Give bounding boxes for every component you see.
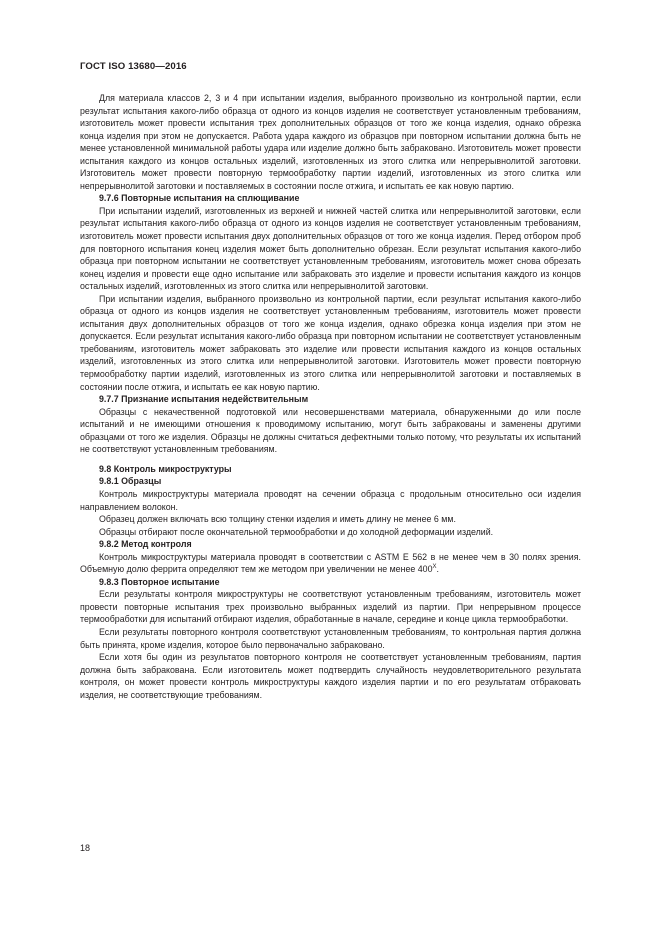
paragraph-text: Если результаты контроля микроструктуры не соответствуют установленным требованиям, изготовитель может провести повторные испытания трех произвольно выбранных изделий из партии. При непрерывном процессе термообработки для испытаний отбирают изделия, обработанные в начале, середине и конце цикла термообработки.	[80, 589, 581, 625]
paragraph-text: Для материала классов 2, 3 и 4 при испытании изделия, выбранного произвольно из контрольной партии, если результат испытания какого-либо образца от одного из концов изделия не соответствует установленным требованиям, изготовитель может провести испытания трех дополнительных образцов от того же конца изделия, однако обрезка конца изделия при этом не допускается. Работа удара каждого из образцов при повторном испытании должна быть не менее установленной минимальной работы удара или изделие должно быть забраковано. Изготовитель может провести испытания каждого из концов остальных изделий, изготовленных из этого слитка или непрерывнолитой заготовки. Изготовитель может провести повторную термообработку партии изделий, изготовленных из этого слитка или непрерывнолитой заготовки и поставляемых в состоянии после отжига, и испытать ее как новую партию.	[80, 93, 581, 191]
paragraph-text: 9.7.7 Признание испытания недействительным	[99, 394, 309, 405]
body-paragraph	[80, 526, 581, 539]
body-paragraph	[80, 406, 581, 456]
body-paragraph	[80, 205, 581, 293]
section-heading	[80, 576, 581, 589]
paragraph-text: Контроль микроструктуры материала проводят на сечении образца с продольным относительно оси изделия направлением волокон.	[80, 488, 581, 512]
trailing-punctuation: .	[436, 564, 440, 575]
section-heading	[80, 538, 581, 551]
paragraph-text: Образец должен включать всю толщину стенки изделия и иметь длину не менее 6 мм.	[99, 514, 456, 525]
body-paragraph	[80, 551, 581, 576]
body-paragraph	[80, 588, 581, 626]
section-gap	[80, 456, 581, 463]
paragraph-text: Если хотя бы один из результатов повторного контроля не соответствует установленным требованиям, партия должна быть забракована. Если изготовитель может подтвердить случайность неудовлетворительного результата контроля, он может провести контроль микроструктуры каждого изделия партии и по его результатам отбраковать изделия, не соответствующие требованиям.	[80, 652, 581, 700]
section-heading	[80, 192, 581, 205]
body-paragraph	[80, 626, 581, 651]
paragraph-text: 9.8.3 Повторное испытание	[99, 576, 220, 587]
section-heading	[80, 463, 581, 476]
body-paragraph	[80, 92, 581, 192]
paragraph-text: 9.7.6 Повторные испытания на сплющивание	[99, 193, 300, 204]
paragraph-text: 9.8.2 Метод контроля	[99, 539, 192, 550]
body-paragraph	[80, 513, 581, 526]
running-header: ГОСТ ISO 13680—2016	[80, 61, 187, 72]
body-paragraph	[80, 488, 581, 513]
paragraph-text: Если результаты повторного контроля соответствуют установленным требованиям, то контрольная партия должна быть принята, кроме изделия, которое было первоначально забраковано.	[80, 626, 581, 650]
document-body	[80, 92, 581, 701]
paragraph-text: Контроль микроструктуры материала проводят в соответствии с ASTM E 562 в не менее чем в 30 полях зрения. Объемную долю феррита определяют тем же методом при увеличении не менее 400	[80, 551, 581, 575]
page-number: 18	[80, 843, 91, 853]
paragraph-text: Образцы с некачественной подготовкой или несовершенствами материала, обнаруженными до или после испытаний и не имеющими отношения к проводимому испытанию, могут быть забракованы и заменены другими образцами от того же изделия. Образцы не должны считаться дефектными только потому, что результаты их испытаний не соответствуют установленным требованиям.	[80, 406, 581, 455]
section-heading	[80, 475, 581, 488]
paragraph-text: 9.8 Контроль микроструктуры	[99, 463, 232, 474]
paragraph-text: 9.8.1 Образцы	[99, 476, 162, 487]
section-heading	[80, 393, 581, 406]
body-paragraph	[80, 293, 581, 393]
paragraph-text: При испытании изделий, изготовленных из верхней и нижней частей слитка или непрерывнолитой заготовки, если результат испытания какого-либо образца от одного из концов изделия не соответствует установленным требованиям, изготовитель может провести испытания двух дополнительных образцов от того же конца изделия. Перед отбором проб для повторного испытания конец изделия может быть дополнительно обрезан. Если результат испытания какого-либо образца при повторном испытании не соответствует установленным требованиям, изготовитель может снова обрезать конец изделия и провести еще одно испытание или забраковать это изделие и провести испытания каждого из концов остальных изделий, изготовленных из этого слитка или непрерывнолитой заготовки.	[80, 205, 581, 292]
body-paragraph	[80, 651, 581, 701]
paragraph-text: Образцы отбирают после окончательной термообработки и до холодной деформации изделий.	[99, 526, 494, 537]
superscript-magnification: X	[432, 564, 437, 571]
paragraph-text: При испытании изделия, выбранного произвольно из контрольной партии, если результат испытания какого-либо образца от одного из концов изделия не соответствует установленным требованиям, изготовитель может провести испытания двух дополнительных образцов от того же конца изделия, однако обрезка конца изделия при этом не допускается. Если результат испытания какого-либо образца при повторном испытании не соответствует установленным требованиям, изготовитель может забраковать это изделие или провести испытания каждого из концов остальных изделий, изготовленных из этого слитка или непрерывнолитой заготовки. Изготовитель может провести повторную термообработку партии изделий, изготовленных из этого слитка или непрерывнолитой заготовки и поставляемых в состоянии после отжига, и испытать ее как новую партию.	[80, 293, 581, 392]
